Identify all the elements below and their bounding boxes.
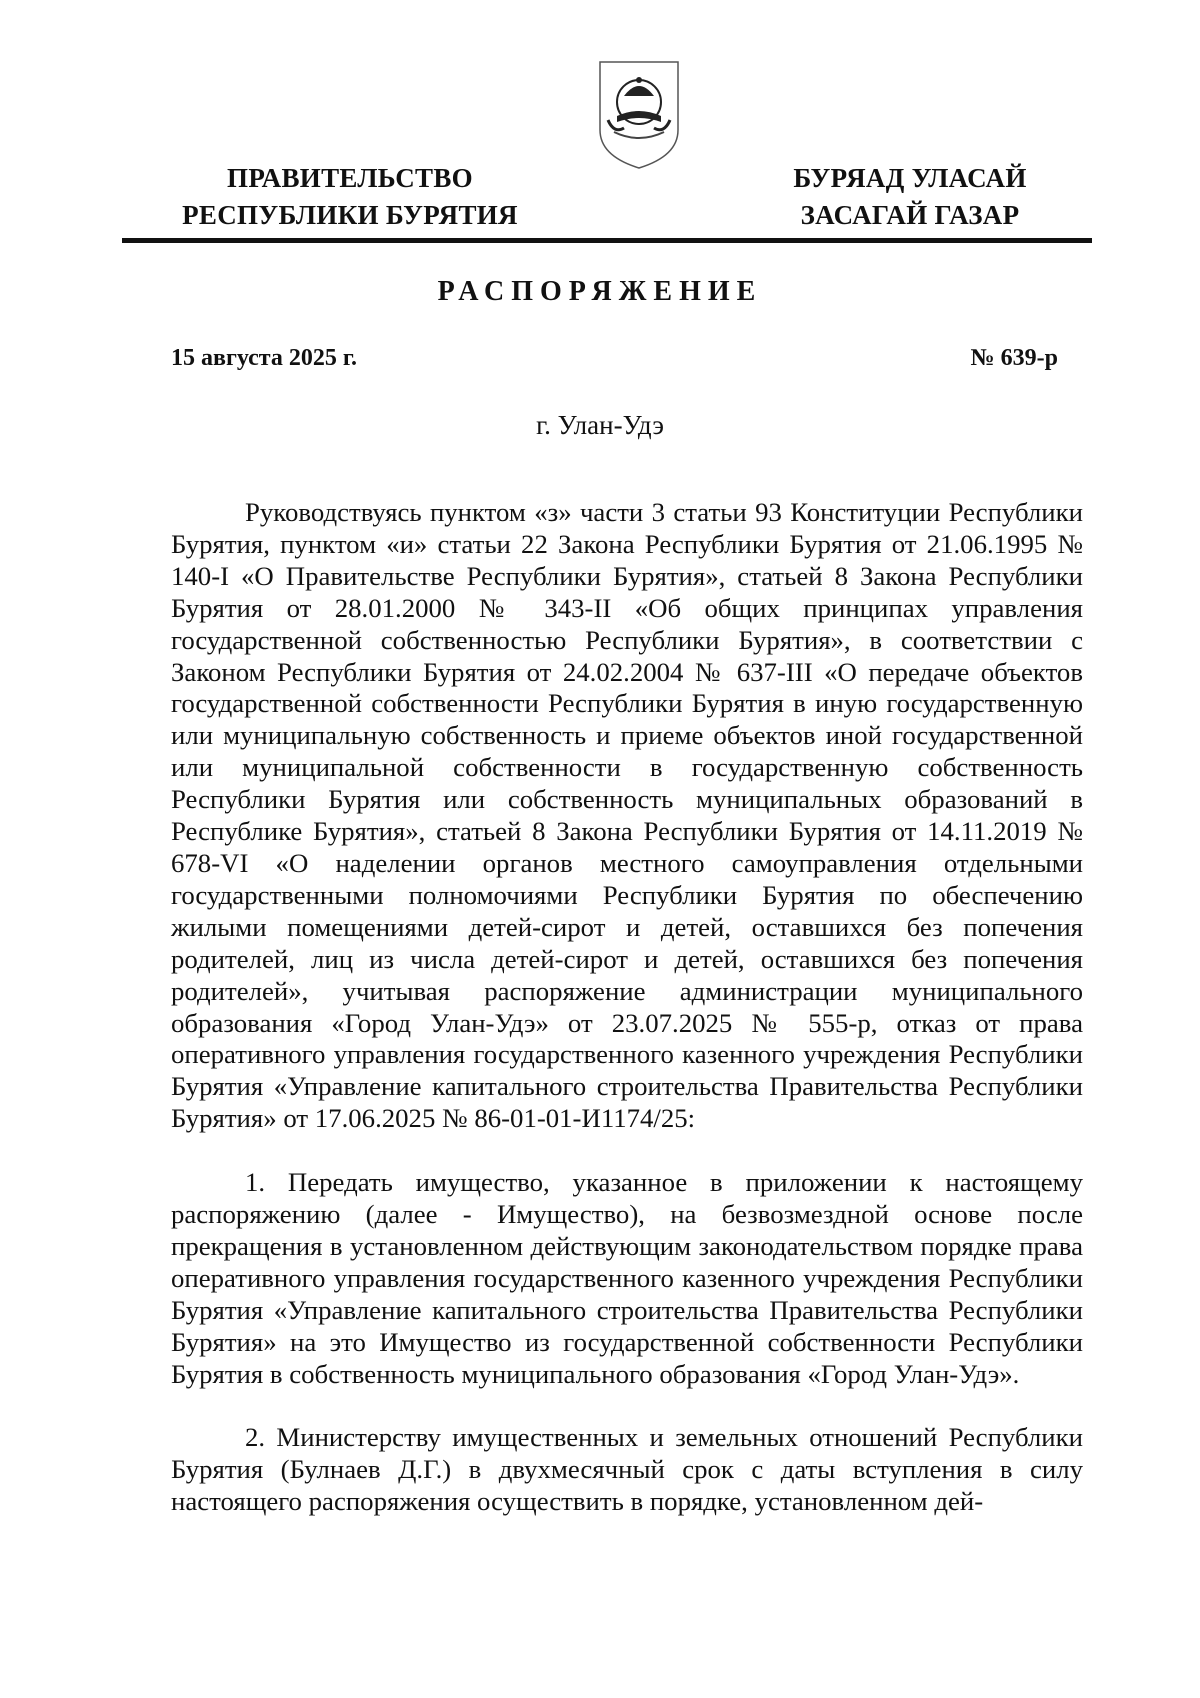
- header-left-line-1: ПРАВИТЕЛЬСТВО: [227, 163, 473, 193]
- government-name-russian: [160, 160, 540, 234]
- header-divider: [122, 238, 1092, 243]
- preamble-paragraph: Руководствуясь пунктом «з» части 3 статьи 93 Конституции Республики Бурятия, пунктом «и» статьи 22 Закона Республики Бурятия от 21.06.1995 № 140-I «О Правительстве Республики Бурятия», статьей 8 Закона Республики Бурятия от 28.01.2000 № 343-II «Об общих принципах управления государственной собственностью Республики Бурятия», в соответствии с Законом Республики Бурятия от 24.02.2004 № 637-III «О передаче объектов государственной собственности Республики Бурятия в иную государственную или муниципальную собственность и приеме объектов иной государственной или муниципальной собственности в государственную собственность Республики Бурятия или собственность муниципальных образований в Республике Бурятия», статьей 8 Закона Республики Бурятия от 14.11.2019 № 678-VI «О наделении органов местного самоуправления отдельными государственными полномочиями Республики Бурятия по обеспечению жилыми помещениями детей-сирот и детей, оставшихся без попечения родителей, лиц из числа детей-сирот и детей, оставшихся без попечения родителей», учитывая распоряжение администрации муниципального образования «Город Улан-Удэ» от 23.07.2025 № 555-р, отказ от права оперативного управления государственного казенного учреждения Республики Бурятия «Управление капитального строительства Правительства Республики Бурятия» от 17.06.2025 № 86-01-01-И1174/25:: [171, 497, 1083, 1134]
- coat-of-arms-icon: [594, 58, 684, 170]
- document-type: РАСПОРЯЖЕНИЕ: [437, 276, 763, 307]
- clause-1-paragraph: 1. Передать имущество, указанное в приложении к настоящему распоряжению (далее - Имущество), на безвозмездной основе после прекращения в установленном действующим законодательством порядке права оперативного управления государственного казенного учреждения Республики Бурятия «Управление капитального строительства Правительства Республики Бурятия» на это Имущество из государственной собственности Республики Бурятия в собственность муниципального образования «Город Улан-Удэ».: [171, 1167, 1083, 1389]
- government-name-buryat: [760, 160, 1060, 234]
- document-body: [171, 497, 1083, 1550]
- header-left-line-2: РЕСПУБЛИКИ БУРЯТИЯ: [182, 200, 518, 230]
- clause-2-paragraph: 2. Министерству имущественных и земельных отношений Республики Бурятия (Булнаев Д.Г.) в двухмесячный срок с даты вступления в силу настоящего распоряжения осуществить в порядке, установленном дей-: [171, 1422, 1083, 1517]
- header-right-line-1: БУРЯАД УЛАСАЙ: [793, 163, 1027, 193]
- document-city: г. Улан-Удэ: [536, 410, 664, 440]
- document-number: № 639-р: [970, 345, 1058, 371]
- document-date: 15 августа 2025 г.: [171, 345, 358, 371]
- header-right-line-2: ЗАСАГАЙ ГАЗАР: [800, 200, 1020, 230]
